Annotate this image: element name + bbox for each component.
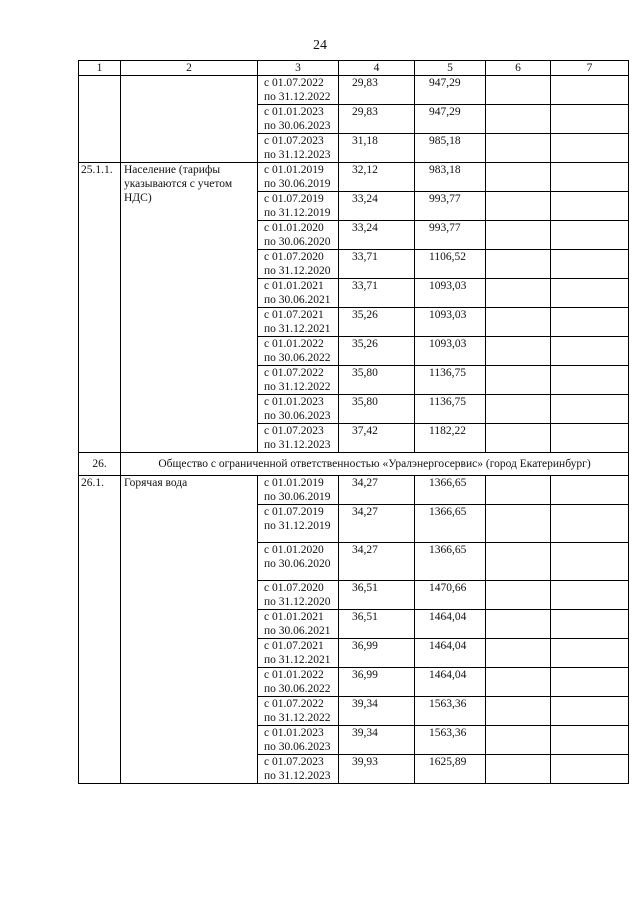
period-start: с 01.01.2020 xyxy=(264,222,324,234)
period-cell xyxy=(258,366,339,395)
value-col5: 1464,04 xyxy=(415,668,486,697)
value-col5: 947,29 xyxy=(415,76,486,105)
value-col4: 33,71 xyxy=(339,279,415,308)
value-col6 xyxy=(486,163,551,192)
value-col7 xyxy=(551,424,629,453)
period-start: с 01.01.2023 xyxy=(264,396,324,408)
header-cell: 2 xyxy=(121,61,258,76)
value-col4: 33,24 xyxy=(339,192,415,221)
header-cell: 5 xyxy=(415,61,486,76)
value-col7 xyxy=(551,192,629,221)
period-cell xyxy=(258,639,339,668)
value-col6 xyxy=(486,105,551,134)
period-end: по 31.12.2022 xyxy=(264,712,331,724)
period-cell xyxy=(258,726,339,755)
value-col5: 1136,75 xyxy=(415,395,486,424)
value-col7 xyxy=(551,581,629,610)
table-row xyxy=(79,163,629,192)
period-cell xyxy=(258,76,339,105)
period-cell xyxy=(258,105,339,134)
value-col7 xyxy=(551,308,629,337)
value-col5: 947,29 xyxy=(415,105,486,134)
period-cell xyxy=(258,221,339,250)
period-end: по 31.12.2021 xyxy=(264,323,331,335)
value-col6 xyxy=(486,755,551,784)
period-start: с 01.01.2021 xyxy=(264,611,324,623)
period-start: с 01.01.2022 xyxy=(264,338,324,350)
value-col4: 35,80 xyxy=(339,366,415,395)
period-end: по 30.06.2020 xyxy=(264,236,331,248)
value-col6 xyxy=(486,76,551,105)
period-end: по 31.12.2022 xyxy=(264,91,331,103)
period-start: с 01.01.2019 xyxy=(264,477,324,489)
period-end: по 31.12.2021 xyxy=(264,654,331,666)
period-end: по 31.12.2019 xyxy=(264,207,331,219)
value-col7 xyxy=(551,366,629,395)
page-number: 24 xyxy=(313,38,327,53)
period-cell xyxy=(258,697,339,726)
period-cell xyxy=(258,476,339,505)
value-col7 xyxy=(551,639,629,668)
period-cell xyxy=(258,163,339,192)
header-cell: 3 xyxy=(258,61,339,76)
value-col5: 1366,65 xyxy=(415,476,486,505)
value-col6 xyxy=(486,581,551,610)
period-start: с 01.07.2022 xyxy=(264,698,324,710)
period-start: с 01.01.2023 xyxy=(264,106,324,118)
period-end: по 30.06.2019 xyxy=(264,178,331,190)
value-col6 xyxy=(486,726,551,755)
value-col5: 1093,03 xyxy=(415,279,486,308)
item-name xyxy=(121,76,258,163)
period-end: по 30.06.2019 xyxy=(264,491,331,503)
period-cell xyxy=(258,337,339,366)
period-start: с 01.07.2022 xyxy=(264,367,324,379)
period-end: по 30.06.2023 xyxy=(264,410,331,422)
value-col5: 993,77 xyxy=(415,192,486,221)
period-cell xyxy=(258,581,339,610)
value-col4: 32,12 xyxy=(339,163,415,192)
period-cell xyxy=(258,505,339,543)
value-col7 xyxy=(551,279,629,308)
period-start: с 01.01.2021 xyxy=(264,280,324,292)
period-end: по 31.12.2023 xyxy=(264,770,331,782)
period-end: по 30.06.2020 xyxy=(264,558,331,570)
value-col6 xyxy=(486,697,551,726)
period-end: по 30.06.2022 xyxy=(264,683,331,695)
value-col6 xyxy=(486,366,551,395)
item-name: Население (тарифы указываются с учетом НДС) xyxy=(121,163,258,453)
value-col5: 1093,03 xyxy=(415,308,486,337)
period-cell xyxy=(258,610,339,639)
value-col5: 1563,36 xyxy=(415,697,486,726)
value-col4: 36,51 xyxy=(339,581,415,610)
value-col4: 34,27 xyxy=(339,505,415,543)
item-name: Горячая вода xyxy=(121,476,258,784)
header-cell: 4 xyxy=(339,61,415,76)
value-col5: 1464,04 xyxy=(415,610,486,639)
value-col6 xyxy=(486,424,551,453)
period-cell xyxy=(258,668,339,697)
value-col5: 1366,65 xyxy=(415,543,486,581)
value-col7 xyxy=(551,610,629,639)
value-col5: 1136,75 xyxy=(415,366,486,395)
period-cell xyxy=(258,755,339,784)
value-col6 xyxy=(486,395,551,424)
value-col5: 983,18 xyxy=(415,163,486,192)
header-cell: 1 xyxy=(79,61,121,76)
value-col5: 985,18 xyxy=(415,134,486,163)
organization-row xyxy=(79,453,629,476)
value-col6 xyxy=(486,134,551,163)
value-col4: 39,34 xyxy=(339,697,415,726)
value-col6 xyxy=(486,337,551,366)
period-start: с 01.07.2021 xyxy=(264,309,324,321)
value-col5: 1182,22 xyxy=(415,424,486,453)
value-col6 xyxy=(486,476,551,505)
value-col5: 1366,65 xyxy=(415,505,486,543)
value-col6 xyxy=(486,308,551,337)
value-col5: 993,77 xyxy=(415,221,486,250)
period-start: с 01.07.2021 xyxy=(264,640,324,652)
period-start: с 01.07.2020 xyxy=(264,582,324,594)
table-row xyxy=(79,476,629,505)
period-start: с 01.07.2023 xyxy=(264,135,324,147)
period-cell xyxy=(258,134,339,163)
period-end: по 30.06.2021 xyxy=(264,625,331,637)
period-start: с 01.01.2019 xyxy=(264,164,324,176)
value-col4: 33,71 xyxy=(339,250,415,279)
period-start: с 01.01.2023 xyxy=(264,727,324,739)
value-col7 xyxy=(551,221,629,250)
value-col7 xyxy=(551,755,629,784)
value-col4: 36,51 xyxy=(339,610,415,639)
item-number xyxy=(79,76,121,163)
period-end: по 31.12.2023 xyxy=(264,149,331,161)
period-cell xyxy=(258,279,339,308)
value-col5: 1470,66 xyxy=(415,581,486,610)
value-col7 xyxy=(551,726,629,755)
value-col6 xyxy=(486,668,551,697)
value-col6 xyxy=(486,221,551,250)
value-col7 xyxy=(551,395,629,424)
value-col7 xyxy=(551,668,629,697)
value-col6 xyxy=(486,639,551,668)
period-cell xyxy=(258,250,339,279)
value-col5: 1625,89 xyxy=(415,755,486,784)
value-col7 xyxy=(551,163,629,192)
period-start: с 01.01.2020 xyxy=(264,544,324,556)
period-end: по 31.12.2020 xyxy=(264,265,331,277)
value-col6 xyxy=(486,279,551,308)
value-col4: 35,26 xyxy=(339,337,415,366)
value-col4: 36,99 xyxy=(339,639,415,668)
period-end: по 30.06.2023 xyxy=(264,741,331,753)
value-col7 xyxy=(551,543,629,581)
value-col4: 39,93 xyxy=(339,755,415,784)
period-cell xyxy=(258,424,339,453)
period-end: по 31.12.2019 xyxy=(264,520,331,532)
header-row xyxy=(79,61,629,76)
header-cell: 6 xyxy=(486,61,551,76)
value-col4: 39,34 xyxy=(339,726,415,755)
period-start: с 01.07.2019 xyxy=(264,506,324,518)
value-col5: 1464,04 xyxy=(415,639,486,668)
org-number: 26. xyxy=(79,453,121,476)
value-col7 xyxy=(551,697,629,726)
value-col4: 29,83 xyxy=(339,76,415,105)
period-start: с 01.07.2019 xyxy=(264,193,324,205)
value-col7 xyxy=(551,337,629,366)
value-col7 xyxy=(551,76,629,105)
period-cell xyxy=(258,395,339,424)
value-col7 xyxy=(551,505,629,543)
value-col4: 29,83 xyxy=(339,105,415,134)
value-col4: 36,99 xyxy=(339,668,415,697)
value-col5: 1563,36 xyxy=(415,726,486,755)
value-col7 xyxy=(551,476,629,505)
value-col4: 34,27 xyxy=(339,543,415,581)
period-end: по 31.12.2023 xyxy=(264,439,331,451)
value-col4: 34,27 xyxy=(339,476,415,505)
tariff-table xyxy=(78,60,629,784)
value-col6 xyxy=(486,192,551,221)
item-number: 25.1.1. xyxy=(79,163,121,453)
period-end: по 30.06.2022 xyxy=(264,352,331,364)
item-number: 26.1. xyxy=(79,476,121,784)
value-col7 xyxy=(551,250,629,279)
value-col5: 1093,03 xyxy=(415,337,486,366)
table-body xyxy=(79,61,629,784)
value-col6 xyxy=(486,250,551,279)
period-start: с 01.07.2022 xyxy=(264,77,324,89)
table-row xyxy=(79,76,629,105)
period-end: по 30.06.2023 xyxy=(264,120,331,132)
org-name: Общество с ограниченной ответственностью «Уралэнергосервис» (город Екатеринбург) xyxy=(121,453,629,476)
value-col6 xyxy=(486,543,551,581)
period-cell xyxy=(258,543,339,581)
value-col6 xyxy=(486,505,551,543)
period-end: по 31.12.2020 xyxy=(264,596,331,608)
period-cell xyxy=(258,308,339,337)
value-col5: 1106,52 xyxy=(415,250,486,279)
period-start: с 01.07.2023 xyxy=(264,756,324,768)
value-col7 xyxy=(551,105,629,134)
value-col4: 37,42 xyxy=(339,424,415,453)
value-col4: 35,80 xyxy=(339,395,415,424)
header-cell: 7 xyxy=(551,61,629,76)
value-col6 xyxy=(486,610,551,639)
value-col7 xyxy=(551,134,629,163)
period-start: с 01.07.2020 xyxy=(264,251,324,263)
period-start: с 01.01.2022 xyxy=(264,669,324,681)
period-end: по 31.12.2022 xyxy=(264,381,331,393)
value-col4: 35,26 xyxy=(339,308,415,337)
value-col4: 31,18 xyxy=(339,134,415,163)
period-end: по 30.06.2021 xyxy=(264,294,331,306)
period-start: с 01.07.2023 xyxy=(264,425,324,437)
value-col4: 33,24 xyxy=(339,221,415,250)
period-cell xyxy=(258,192,339,221)
